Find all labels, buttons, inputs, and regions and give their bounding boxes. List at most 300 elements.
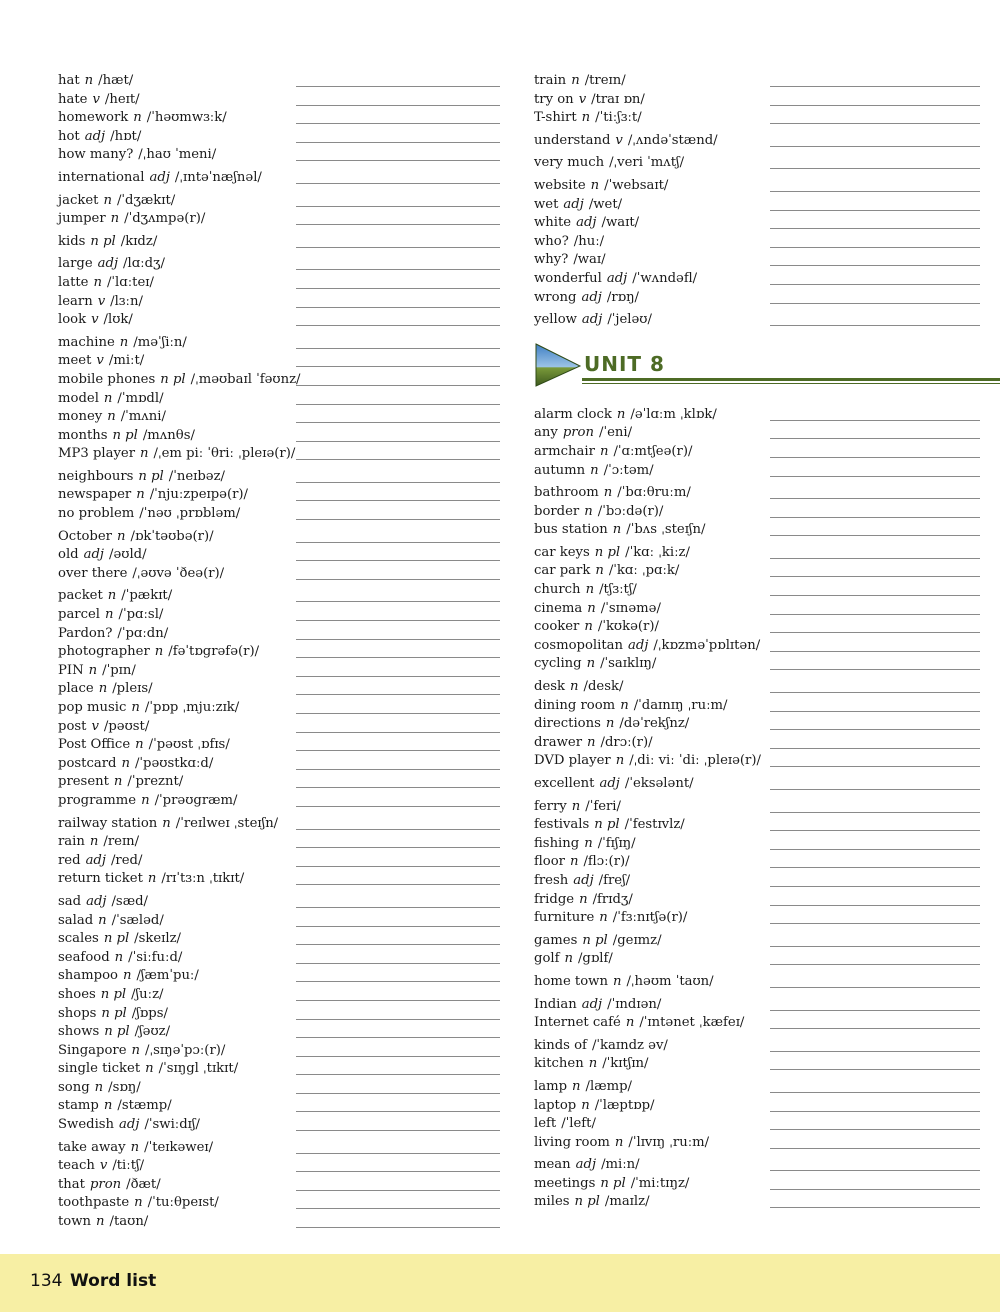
word-entry	[534, 72, 984, 91]
word-entry	[58, 233, 508, 252]
entry-pronunciation: /desk/	[583, 679, 624, 695]
entry-part-of-speech: n	[140, 446, 149, 462]
translation-write-line	[770, 867, 980, 868]
entry-part-of-speech: v	[97, 293, 106, 309]
entry-part-of-speech: n	[135, 737, 144, 753]
entry-pronunciation: /ˌsɪŋəˈpɔː(r)/	[145, 1042, 226, 1058]
translation-write-line	[770, 168, 980, 169]
word-entry	[534, 816, 984, 835]
word-entry	[534, 503, 984, 522]
entry-part-of-speech: n pl	[90, 233, 116, 249]
word-entry	[58, 128, 508, 147]
word-entry	[58, 1042, 508, 1061]
entry-word: homework	[58, 110, 129, 126]
entry-part-of-speech: n	[122, 968, 132, 984]
entry-word: sad	[58, 893, 82, 909]
translation-write-line	[770, 105, 980, 106]
translation-write-line	[296, 787, 500, 788]
entry-word: meetings	[534, 1175, 596, 1191]
entry-pronunciation: /tiːtʃ/	[112, 1158, 145, 1174]
entry-pronunciation: /ðæt/	[126, 1176, 161, 1192]
entry-pronunciation: /ˈsæləd/	[111, 912, 164, 928]
entry-word: look	[58, 312, 87, 328]
entry-pronunciation: /lɑːdʒ/	[123, 256, 165, 272]
entry-pronunciation: /ˈbʌs ˌsteɪʃn/	[626, 522, 706, 538]
entry-pronunciation: /red/	[110, 852, 143, 868]
entry-word: lamp	[534, 1078, 568, 1094]
translation-write-line	[296, 385, 500, 386]
entry-pronunciation: /tʃɜːtʃ/	[599, 582, 637, 598]
word-entry	[534, 1097, 984, 1116]
entry-word: games	[534, 932, 578, 948]
translation-write-line	[296, 1227, 500, 1228]
word-entry	[534, 462, 984, 481]
entry-word: cooker	[534, 619, 580, 635]
translation-write-line	[770, 1010, 980, 1011]
translation-write-line	[296, 224, 500, 225]
translation-write-line	[770, 1148, 980, 1149]
entry-word: Singapore	[58, 1042, 127, 1058]
entry-word: cycling	[534, 656, 582, 672]
entry-word: learn	[58, 293, 93, 309]
entry-part-of-speech: n	[585, 582, 595, 598]
entry-word: bus station	[534, 522, 608, 538]
word-entry	[58, 565, 508, 584]
entry-pronunciation: /ˈjeləʊ/	[607, 312, 652, 328]
entry-part-of-speech: adj	[581, 312, 603, 328]
entry-word: fridge	[534, 891, 575, 907]
entry-pronunciation: /ˈpɪn/	[102, 662, 136, 678]
entry-pronunciation: /hɒt/	[110, 128, 142, 144]
word-entry	[58, 699, 508, 718]
word-entry	[58, 486, 508, 505]
entry-word: scales	[58, 931, 99, 947]
entry-part-of-speech: n	[620, 697, 629, 713]
word-entry	[534, 1055, 984, 1074]
entry-part-of-speech: n	[154, 644, 164, 660]
entry-word: neighbours	[58, 468, 134, 484]
entry-part-of-speech: adj	[97, 256, 119, 272]
entry-word: jacket	[58, 192, 99, 208]
translation-write-line	[296, 142, 500, 143]
word-entry	[58, 986, 508, 1005]
entry-word: how many?	[58, 147, 134, 163]
translation-write-line	[296, 866, 500, 867]
translation-write-line	[770, 535, 980, 536]
translation-write-line	[770, 210, 980, 211]
entry-part-of-speech: n	[590, 177, 600, 193]
translation-write-line	[296, 676, 500, 677]
entry-part-of-speech: n pl	[594, 544, 621, 560]
word-entry	[534, 196, 984, 215]
translation-write-line	[770, 669, 980, 670]
translation-write-line	[770, 748, 980, 749]
word-entry	[534, 109, 984, 128]
translation-write-line	[296, 500, 500, 501]
translation-write-line	[296, 1000, 500, 1001]
entry-word: golf	[534, 951, 560, 967]
entry-word: town	[58, 1214, 92, 1230]
entry-pronunciation: /ˈtiːʃɜːt/	[595, 110, 642, 126]
entry-pronunciation: /ˌem piː ˈθriː ˌpleɪə(r)/	[153, 446, 296, 462]
translation-write-line	[296, 404, 500, 405]
entry-word: meet	[58, 353, 92, 369]
word-entry	[534, 600, 984, 619]
translation-write-line	[770, 711, 980, 712]
word-entry	[58, 293, 508, 312]
entry-pronunciation: /ˈkʊkə(r)/	[597, 619, 659, 635]
translation-write-line	[770, 558, 980, 559]
translation-write-line	[296, 713, 500, 714]
entry-pronunciation: /ˈfestɪvlz/	[624, 817, 685, 833]
word-entry	[534, 1037, 984, 1056]
word-entry	[534, 581, 984, 600]
entry-pronunciation: /ˈneɪbəz/	[168, 468, 225, 484]
translation-write-line	[770, 146, 980, 147]
entry-pronunciation: /ˈmʌni/	[120, 409, 166, 425]
translation-write-line	[296, 1093, 500, 1094]
entry-part-of-speech: n	[612, 522, 622, 538]
translation-write-line	[296, 657, 500, 658]
translation-write-line	[770, 1129, 980, 1130]
entry-part-of-speech: n pl	[100, 986, 127, 1002]
entry-part-of-speech: n pl	[103, 931, 130, 947]
entry-part-of-speech: n	[84, 73, 94, 88]
entry-pronunciation: /ˈkɪtʃɪn/	[602, 1056, 649, 1072]
entry-part-of-speech: adj	[581, 996, 603, 1012]
unit-rule-thin	[582, 383, 1000, 384]
word-entry	[58, 334, 508, 353]
entry-part-of-speech: n	[616, 406, 626, 422]
entry-part-of-speech: adj	[581, 289, 602, 305]
entry-part-of-speech: n	[581, 110, 591, 126]
entry-part-of-speech: adj	[599, 776, 620, 791]
entry-word: kinds of	[534, 1037, 587, 1053]
entry-word: kitchen	[534, 1056, 584, 1072]
entry-word: armchair	[534, 443, 595, 459]
translation-write-line	[770, 438, 980, 439]
translation-write-line	[296, 348, 500, 349]
entry-word: cinema	[534, 600, 583, 616]
entry-word: Swedish	[58, 1117, 115, 1133]
translation-write-line	[296, 288, 500, 289]
entry-part-of-speech: v	[578, 91, 587, 107]
word-entry	[58, 870, 508, 889]
translation-write-line	[770, 1111, 980, 1112]
entry-pronunciation: /ˈleft/	[561, 1116, 596, 1132]
entry-part-of-speech: v	[92, 91, 100, 107]
word-entry	[58, 528, 508, 547]
entry-pronunciation: /heɪt/	[104, 91, 140, 107]
entry-pronunciation: /traɪ ɒn/	[591, 91, 645, 107]
translation-write-line	[770, 766, 980, 767]
translation-write-line	[770, 123, 980, 124]
entry-pronunciation: /ˈtuːθpeɪst/	[147, 1195, 219, 1211]
entry-word: wrong	[534, 289, 577, 305]
entry-word: latte	[58, 274, 89, 290]
translation-write-line	[296, 944, 500, 945]
entry-part-of-speech: n	[114, 949, 124, 965]
word-entry	[534, 1115, 984, 1134]
entry-word: bathroom	[534, 485, 599, 501]
entry-word: ferry	[534, 798, 567, 814]
translation-write-line	[770, 517, 980, 518]
entry-part-of-speech: n	[89, 834, 99, 850]
word-entry	[534, 484, 984, 503]
entry-part-of-speech: v	[99, 1158, 108, 1174]
translation-write-line	[296, 694, 500, 695]
entry-pronunciation: /ˈɔːtəm/	[603, 462, 654, 478]
word-entry	[534, 406, 984, 425]
entry-part-of-speech: adj	[83, 547, 105, 563]
entry-part-of-speech: n	[605, 716, 615, 732]
word-entry	[534, 443, 984, 462]
entry-word: packet	[58, 588, 103, 604]
translation-write-line	[770, 729, 980, 730]
entry-pronunciation: /ʃæmˈpuː/	[136, 968, 199, 984]
entry-pronunciation: /frɪdʒ/	[592, 891, 633, 907]
entry-pronunciation: /ˌkɒzməˈpɒlɪtən/	[653, 637, 761, 653]
entry-part-of-speech: n	[110, 211, 120, 227]
entry-pronunciation: /læmp/	[585, 1078, 632, 1094]
entry-word: photographer	[58, 644, 150, 660]
entry-part-of-speech: n	[130, 1139, 140, 1155]
translation-write-line	[296, 247, 500, 248]
entry-word: try on	[534, 91, 574, 107]
entry-pronunciation: /gɒlf/	[577, 951, 613, 967]
entry-pronunciation: /ˈsɪnəmə/	[600, 600, 661, 616]
entry-part-of-speech: n	[131, 700, 140, 715]
translation-write-line	[770, 191, 980, 192]
translation-write-line	[770, 651, 980, 652]
unit-heading	[534, 340, 984, 392]
entry-word: cosmopolitan	[534, 637, 624, 653]
entry-pronunciation: /miːn/	[601, 1157, 640, 1173]
entry-word: toothpaste	[58, 1195, 130, 1211]
translation-write-line	[770, 1189, 980, 1190]
entry-word: Internet café	[534, 1015, 621, 1031]
word-entry	[534, 734, 984, 753]
unit-arrow-icon	[534, 340, 582, 388]
word-entry	[58, 1023, 508, 1042]
word-entry	[58, 662, 508, 681]
translation-write-line	[296, 459, 500, 460]
translation-write-line	[296, 601, 500, 602]
word-entry	[534, 950, 984, 969]
word-list-right-column	[534, 72, 984, 1212]
word-entry	[534, 932, 984, 951]
entry-part-of-speech: n	[599, 910, 608, 926]
translation-write-line	[296, 86, 500, 87]
translation-write-line	[296, 519, 500, 520]
entry-word: machine	[58, 334, 115, 350]
word-entry	[58, 352, 508, 371]
entry-word: hot	[58, 128, 80, 144]
entry-word: take away	[58, 1139, 126, 1155]
word-entry	[58, 1116, 508, 1135]
entry-part-of-speech: n pl	[594, 817, 620, 833]
entry-pronunciation: /lɜːn/	[110, 293, 143, 309]
entry-word: programme	[58, 792, 137, 808]
entry-word: place	[58, 681, 94, 697]
entry-pronunciation: /treɪn/	[584, 73, 626, 88]
translation-write-line	[296, 183, 500, 184]
word-list-left-column	[58, 72, 508, 1232]
word-entry	[58, 1194, 508, 1213]
entry-pronunciation: /sæd/	[111, 893, 148, 909]
word-entry	[58, 736, 508, 755]
entry-pronunciation: /reɪn/	[103, 834, 140, 850]
entry-word: home town	[534, 973, 608, 989]
word-entry	[58, 792, 508, 811]
translation-write-line	[770, 614, 980, 615]
word-entry	[534, 853, 984, 872]
entry-word: model	[58, 390, 99, 406]
translation-write-line	[770, 576, 980, 577]
entry-part-of-speech: adj	[119, 1117, 140, 1133]
translation-write-line	[296, 325, 500, 326]
entry-pronunciation: /ɒkˈtəʊbə(r)/	[130, 528, 214, 544]
word-entry	[58, 169, 508, 188]
entry-part-of-speech: n	[614, 1134, 624, 1150]
entry-pronunciation: /waɪ/	[573, 252, 606, 268]
entry-pronunciation: /ˈpəʊstkɑːd/	[134, 755, 214, 771]
word-entry	[534, 891, 984, 910]
word-entry	[58, 371, 508, 390]
entry-pronunciation: /miːt/	[108, 353, 145, 369]
entry-part-of-speech: n	[134, 1195, 143, 1211]
word-entry	[58, 755, 508, 774]
entry-word: parcel	[58, 607, 101, 623]
translation-write-line	[296, 750, 500, 751]
entry-word: large	[58, 256, 93, 272]
entry-pronunciation: /ˌməʊbaɪl ˈfəʊnz/	[190, 371, 301, 387]
word-entry	[534, 1078, 984, 1097]
page-number: 134	[30, 1271, 63, 1291]
entry-pronunciation: /ˈɪntənet ˌkæfeɪ/	[639, 1015, 745, 1031]
translation-write-line	[296, 1171, 500, 1172]
translation-write-line	[770, 595, 980, 596]
entry-word: DVD player	[534, 753, 611, 769]
entry-part-of-speech: adj	[606, 270, 628, 286]
entry-word: wet	[534, 196, 559, 212]
entry-pronunciation: /ˈpəʊst ˌɒfɪs/	[148, 737, 230, 753]
translation-write-line	[296, 160, 500, 161]
translation-write-line	[770, 830, 980, 831]
entry-pronunciation: /ˈteɪkəweɪ/	[144, 1139, 214, 1155]
word-entry	[58, 255, 508, 274]
translation-write-line	[296, 560, 500, 561]
translation-write-line	[296, 482, 500, 483]
entry-word: furniture	[534, 910, 595, 926]
entry-part-of-speech: n pl	[112, 427, 138, 443]
entry-part-of-speech: n	[147, 871, 157, 887]
word-entry	[534, 154, 984, 173]
entry-word: floor	[534, 854, 565, 870]
entry-word: laptop	[534, 1097, 577, 1113]
word-entry	[534, 996, 984, 1015]
word-entry	[534, 1193, 984, 1212]
entry-word: alarm clock	[534, 406, 612, 422]
word-entry	[534, 270, 984, 289]
page-footer	[0, 1254, 1000, 1312]
entry-pronunciation: /ˈpækɪt/	[121, 588, 173, 604]
word-entry	[58, 1157, 508, 1176]
translation-write-line	[296, 1074, 500, 1075]
entry-word: salad	[58, 912, 94, 928]
entry-part-of-speech: n	[131, 1042, 141, 1058]
translation-write-line	[296, 769, 500, 770]
entry-part-of-speech: n	[98, 681, 108, 697]
entry-pronunciation: /məˈʃiːn/	[133, 334, 187, 350]
entry-word: understand	[534, 132, 611, 148]
entry-part-of-speech: n pl	[104, 1024, 130, 1040]
entry-word: over there	[58, 565, 128, 581]
entry-word: border	[534, 503, 580, 519]
entry-pronunciation: /ˈwʌndəfl/	[632, 270, 698, 286]
entry-part-of-speech: n	[584, 503, 593, 519]
word-entry	[58, 1139, 508, 1158]
entry-word: T-shirt	[534, 110, 577, 126]
word-entry	[58, 643, 508, 662]
entry-pronunciation: /əˈlɑːm ˌklɒk/	[630, 406, 717, 422]
entry-part-of-speech: n	[603, 485, 613, 501]
entry-pronunciation: /waɪt/	[601, 215, 640, 231]
entry-pronunciation: /kɪdz/	[120, 233, 158, 249]
word-entry	[58, 833, 508, 852]
entry-word: who?	[534, 233, 569, 249]
translation-write-line	[770, 284, 980, 285]
translation-write-line	[770, 457, 980, 458]
entry-part-of-speech: n	[569, 854, 579, 870]
entry-word: jumper	[58, 211, 106, 227]
translation-write-line	[296, 1153, 500, 1154]
entry-word: newspaper	[58, 487, 132, 503]
translation-write-line	[770, 325, 980, 326]
translation-write-line	[770, 632, 980, 633]
translation-write-line	[770, 420, 980, 421]
translation-write-line	[770, 789, 980, 790]
translation-write-line	[296, 579, 500, 580]
entry-pronunciation: /ˈpreznt/	[127, 774, 184, 790]
word-entry	[58, 445, 508, 464]
word-entry	[534, 311, 984, 330]
entry-word: wonderful	[534, 270, 602, 286]
entry-pronunciation: /ˈdʒækɪt/	[116, 192, 176, 208]
word-entry	[58, 893, 508, 912]
word-entry	[534, 424, 984, 443]
word-entry	[58, 311, 508, 330]
translation-write-line	[296, 884, 500, 885]
word-entry	[534, 1014, 984, 1033]
translation-write-line	[296, 422, 500, 423]
entry-word: shows	[58, 1024, 100, 1040]
entry-part-of-speech: adj	[576, 215, 597, 231]
entry-word: dining room	[534, 697, 616, 713]
entry-pronunciation: /ˈhəʊmwɜːk/	[146, 110, 227, 126]
entry-part-of-speech: n	[107, 409, 116, 425]
translation-write-line	[770, 86, 980, 87]
word-entry	[58, 192, 508, 211]
translation-write-line	[770, 964, 980, 965]
word-entry	[534, 872, 984, 891]
translation-write-line	[770, 1092, 980, 1093]
translation-write-line	[770, 1028, 980, 1029]
word-list-right-top	[534, 72, 984, 330]
word-entry	[58, 146, 508, 165]
entry-pronunciation: /huː/	[573, 233, 605, 249]
word-entry	[534, 1134, 984, 1153]
